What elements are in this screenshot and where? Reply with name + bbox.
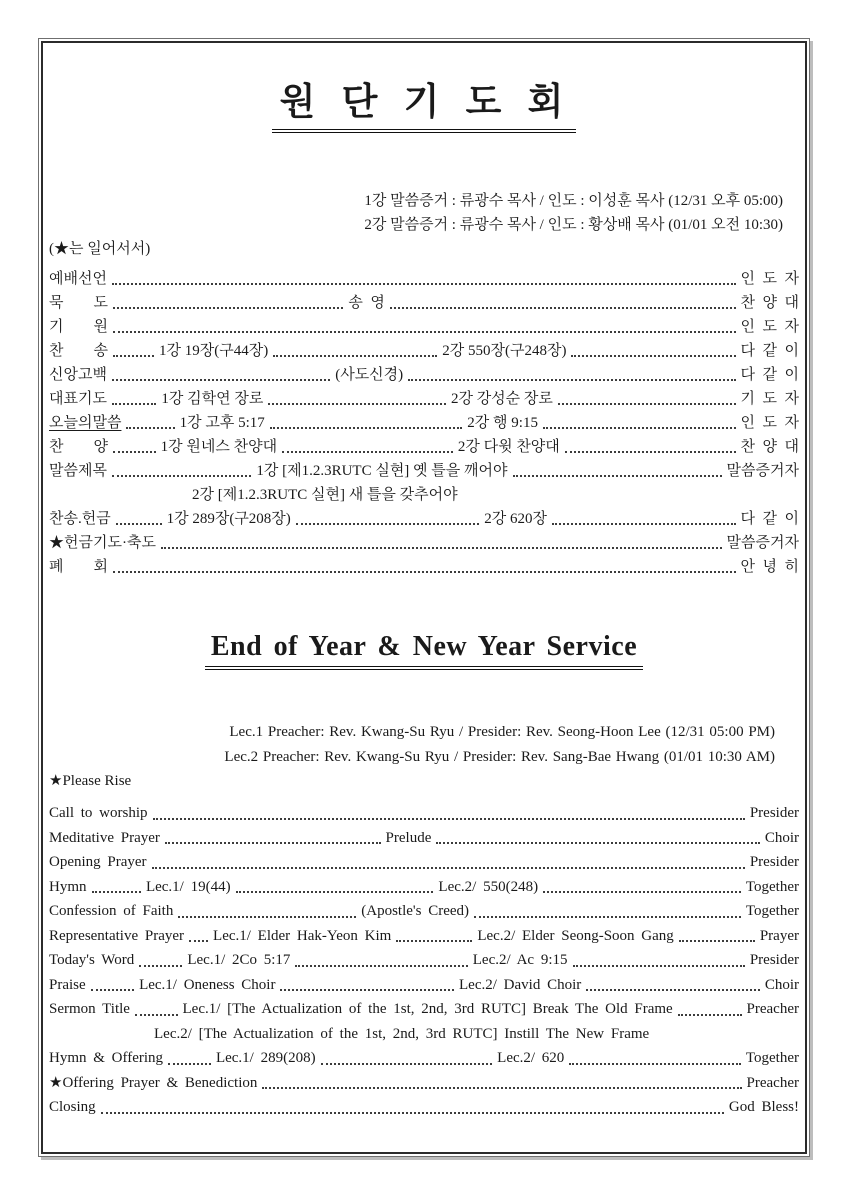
- item-label: 신앙고백: [49, 367, 107, 383]
- item-detail: 1강 김학연 장로: [161, 391, 264, 407]
- item-detail: (Apostle's Creed): [361, 903, 470, 919]
- item-label: Hymn & Offering: [49, 1050, 164, 1066]
- item-detail: 2강 [제1.2.3RUTC 실현] 새 틀을 갖추어야: [192, 487, 458, 503]
- item-role: Prayer: [759, 927, 799, 944]
- item-detail: Prelude: [385, 829, 432, 846]
- item-role: 다 같 이: [740, 367, 799, 383]
- dotted-leader: [565, 451, 736, 453]
- korean-lecture2-info: 2강 말씀증거 : 류광수 목사 / 인도 : 황상배 목사 (01/01 오전 10:30): [364, 217, 783, 233]
- item-label: 오늘의말씀: [49, 415, 122, 431]
- korean-service-title: 원 단 기 도 회: [272, 71, 577, 133]
- english-title-block: [49, 631, 799, 670]
- item-label: ★Offering Prayer & Benediction: [49, 1074, 258, 1091]
- item-label: Sermon Title: [49, 1001, 130, 1017]
- item-detail: 1강 19장(구44장): [159, 343, 269, 359]
- order-row: [49, 1046, 799, 1071]
- item-detail: 2강 강성순 장로: [450, 391, 553, 407]
- korean-title-block: [49, 71, 799, 133]
- item-detail: 2강 620장: [484, 511, 548, 527]
- item-detail: 송 영: [348, 295, 385, 311]
- order-row: [49, 387, 799, 411]
- item-detail: Lec.1/ Elder Hak-Yeon Kim: [213, 927, 392, 944]
- item-detail: 2강 550장(구248장): [442, 343, 567, 359]
- order-row: [49, 555, 799, 579]
- order-row: [49, 875, 799, 900]
- dotted-leader: [126, 427, 174, 429]
- item-role: Together: [745, 903, 799, 919]
- item-role: 인 도 자: [740, 271, 799, 287]
- dotted-leader: [92, 891, 141, 893]
- item-detail: 1강 [제1.2.3RUTC 실현] 옛 틀을 깨어야: [256, 463, 508, 479]
- dotted-leader: [113, 451, 156, 453]
- item-role: Preacher: [746, 1001, 799, 1017]
- item-label: Hymn: [49, 878, 87, 895]
- order-row: [49, 363, 799, 387]
- dotted-leader: [586, 989, 760, 991]
- document-inner-frame: [41, 41, 807, 1154]
- item-label: 찬송.헌금: [49, 511, 111, 527]
- order-row: [49, 531, 799, 555]
- english-lecture2-info: Lec.2 Preacher: Rev. Kwang-Su Ryu / Presider: Rev. Sang-Bae Hwang (01/01 10:30 AM): [224, 749, 775, 765]
- item-role: 인 도 자: [740, 415, 799, 431]
- dotted-leader: [135, 1014, 178, 1016]
- item-detail: Lec.2/ 550(248): [438, 878, 539, 895]
- order-row: [49, 267, 799, 291]
- item-role: Presider: [749, 805, 799, 821]
- dotted-leader: [396, 940, 472, 942]
- order-row: [49, 997, 799, 1022]
- item-detail: 2강 다윗 찬양대: [457, 439, 560, 455]
- order-row: [49, 899, 799, 924]
- dotted-leader: [113, 331, 736, 333]
- item-detail: Lec.1/ 19(44): [145, 878, 231, 895]
- item-label: 묵 도: [49, 295, 108, 311]
- item-label: Representative Prayer: [49, 927, 185, 944]
- item-detail: Lec.2/ [The Actualization of the 1st, 2nd, 3rd RUTC] Instill The New Frame: [154, 1025, 650, 1042]
- dotted-leader: [91, 989, 134, 991]
- dotted-leader: [112, 379, 330, 381]
- item-role: 안 녕 히: [740, 559, 799, 575]
- order-row: [49, 924, 799, 949]
- order-row: [49, 826, 799, 851]
- item-detail: Lec.1/ Oneness Choir: [139, 976, 276, 993]
- dotted-leader: [282, 451, 453, 453]
- item-detail: Lec.1/ 289(208): [215, 1050, 316, 1066]
- english-lecture1-info: Lec.1 Preacher: Rev. Kwang-Su Ryu / Presider: Rev. Seong-Hoon Lee (12/31 05:00 PM): [229, 724, 775, 740]
- dotted-leader: [161, 547, 722, 549]
- dotted-leader: [113, 571, 736, 573]
- korean-rise-note: (★는 일어서서): [49, 241, 151, 257]
- item-detail: Lec.2/ 620: [497, 1050, 565, 1066]
- item-role: Preacher: [746, 1074, 799, 1091]
- item-label: Closing: [49, 1099, 96, 1115]
- english-service-info: [49, 720, 799, 770]
- item-role: 다 같 이: [740, 343, 800, 359]
- item-label: 찬 송: [49, 343, 108, 359]
- english-rise-note: ★Please Rise: [49, 773, 132, 789]
- item-label: 대표기도: [49, 391, 107, 407]
- item-label: 폐 회: [49, 559, 108, 575]
- dotted-leader: [165, 842, 381, 844]
- order-row: [49, 948, 799, 973]
- item-detail: Lec.2/ Elder Seong-Soon Gang: [477, 927, 674, 944]
- dotted-leader: [113, 307, 343, 309]
- item-role: 인 도 자: [740, 319, 799, 335]
- dotted-leader: [273, 355, 437, 357]
- item-label: 예배선언: [49, 271, 107, 287]
- item-role: Presider: [749, 952, 799, 968]
- korean-service-info: [49, 189, 799, 237]
- dotted-leader: [296, 523, 480, 525]
- dotted-leader: [390, 307, 736, 309]
- item-role: 말씀증거자: [726, 463, 799, 479]
- order-row: [49, 801, 799, 826]
- order-row: [49, 291, 799, 315]
- order-row: [49, 411, 799, 435]
- order-row: [49, 850, 799, 875]
- dotted-leader: [268, 403, 446, 405]
- order-row: [49, 315, 799, 339]
- order-row: [49, 507, 799, 531]
- item-label: 찬 양: [49, 439, 108, 455]
- order-row: [49, 339, 799, 363]
- item-role: 기 도 자: [740, 391, 800, 407]
- dotted-leader: [178, 916, 356, 918]
- dotted-leader: [112, 475, 251, 477]
- dotted-leader: [573, 965, 745, 967]
- order-row: [49, 435, 799, 459]
- item-label: 말씀제목: [49, 463, 107, 479]
- document-outer-frame: [38, 38, 810, 1157]
- item-detail: 1강 289장(구208장): [166, 511, 291, 527]
- dotted-leader: [436, 842, 759, 844]
- dotted-leader: [168, 1063, 211, 1065]
- english-order-of-service: [49, 801, 799, 1120]
- dotted-leader: [152, 867, 745, 869]
- item-role: 찬 양 대: [740, 295, 799, 311]
- order-row: [49, 973, 799, 998]
- dotted-leader: [571, 355, 735, 357]
- korean-order-of-service: [49, 267, 799, 579]
- dotted-leader: [543, 427, 736, 429]
- item-detail: Lec.1/ [The Actualization of the 1st, 2nd, 3rd RUTC] Break The Old Frame: [182, 1001, 673, 1017]
- item-label: Opening Prayer: [49, 854, 147, 870]
- item-detail: Lec.2/ Ac 9:15: [472, 952, 568, 968]
- item-label: Today's Word: [49, 952, 135, 968]
- item-detail: (사도신경): [335, 367, 404, 383]
- dotted-leader: [112, 283, 736, 285]
- dotted-leader: [552, 523, 736, 525]
- item-role: Choir: [764, 829, 799, 846]
- dotted-leader: [270, 427, 463, 429]
- dotted-leader: [513, 475, 722, 477]
- order-row: [49, 459, 799, 483]
- item-label: ★헌금기도·축도: [49, 535, 156, 551]
- english-service-title: End of Year & New Year Service: [205, 631, 643, 670]
- item-label: 기 원: [49, 319, 108, 335]
- item-detail: 1강 원네스 찬양대: [160, 439, 278, 455]
- item-detail: 1강 고후 5:17: [179, 415, 265, 431]
- dotted-leader: [558, 403, 736, 405]
- dotted-leader: [569, 1063, 741, 1065]
- item-label: Meditative Prayer: [49, 829, 160, 846]
- item-role: God Bless!: [728, 1099, 799, 1115]
- dotted-leader: [262, 1087, 741, 1089]
- item-detail: 2강 행 9:15: [467, 415, 538, 431]
- item-role: Together: [745, 1050, 799, 1066]
- order-row: [49, 1095, 799, 1120]
- dotted-leader: [678, 1014, 742, 1016]
- dotted-leader: [112, 403, 156, 405]
- item-detail: Lec.2/ David Choir: [459, 976, 582, 993]
- item-role: Presider: [749, 854, 799, 870]
- dotted-leader: [295, 965, 467, 967]
- dotted-leader: [101, 1112, 724, 1114]
- dotted-leader: [408, 379, 735, 381]
- dotted-leader: [236, 891, 434, 893]
- dotted-leader: [474, 916, 741, 918]
- dotted-leader: [321, 1063, 493, 1065]
- order-row-continuation: [49, 1022, 799, 1047]
- dotted-leader: [113, 355, 154, 357]
- item-label: Call to worship: [49, 805, 148, 821]
- item-role: 다 같 이: [740, 511, 800, 527]
- dotted-leader: [280, 989, 454, 991]
- dotted-leader: [679, 940, 755, 942]
- order-row-continuation: [49, 483, 799, 507]
- dotted-leader: [189, 940, 208, 942]
- korean-lecture1-info: 1강 말씀증거 : 류광수 목사 / 인도 : 이성훈 목사 (12/31 오후 05:00): [364, 193, 783, 209]
- item-role: 말씀증거자: [726, 535, 799, 551]
- item-label: Confession of Faith: [49, 903, 174, 919]
- dotted-leader: [139, 965, 182, 967]
- item-role: 찬 양 대: [740, 439, 800, 455]
- item-role: Together: [745, 878, 799, 895]
- order-row: [49, 1071, 799, 1096]
- dotted-leader: [116, 523, 162, 525]
- dotted-leader: [153, 818, 745, 820]
- item-role: Choir: [764, 976, 799, 993]
- bulletin-content: [43, 71, 805, 1120]
- item-label: Praise: [49, 976, 86, 993]
- dotted-leader: [543, 891, 741, 893]
- item-detail: Lec.1/ 2Co 5:17: [187, 952, 291, 968]
